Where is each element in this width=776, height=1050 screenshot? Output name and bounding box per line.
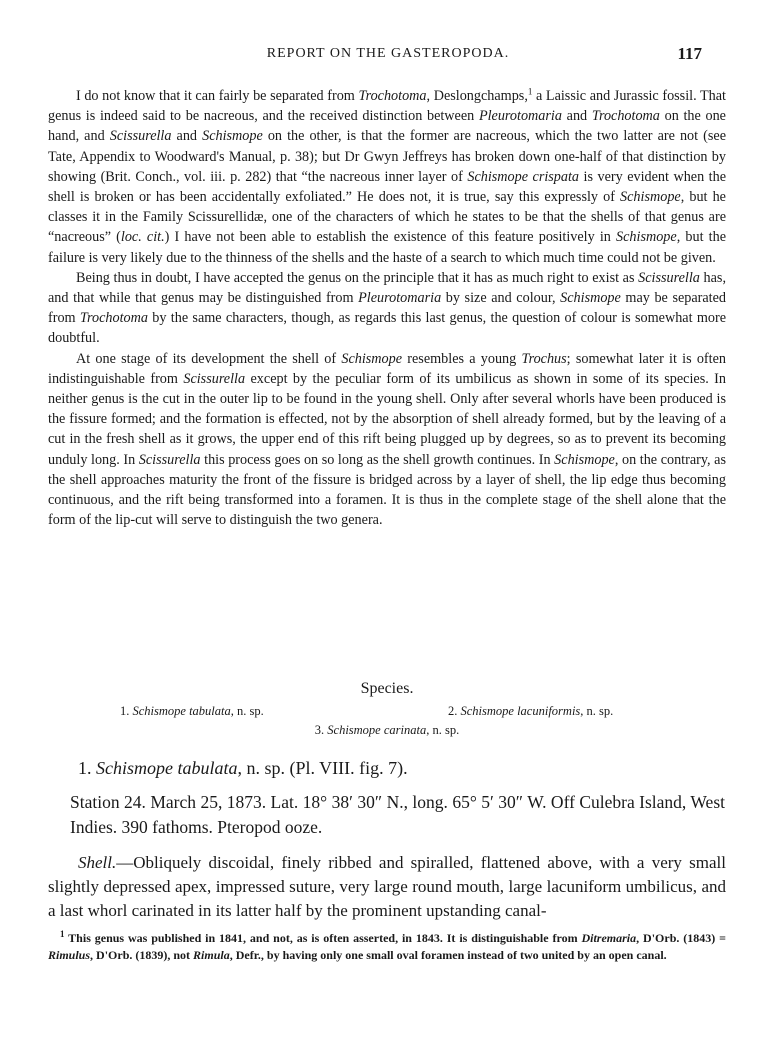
- text-run: ; somewhat later it is often indistinguishable from: [48, 350, 726, 387]
- italic-run: Trochotoma: [358, 88, 427, 104]
- page-number: 117: [677, 44, 702, 63]
- italic-run: Schismope: [554, 451, 615, 468]
- text-run: , on the contrary, as the shell approaches maturity the front of the fissure is bridged across by a layer of shell, the lip edge thus becoming continuous, and the rift being transformed into a foramen. It is thus in the complete stage of the shell alone that the form of the lip-cut will serve to distinguish the two genera.: [48, 451, 726, 529]
- paragraph-3: [48, 349, 726, 531]
- italic-run: Schismope: [341, 350, 403, 367]
- shell-description: [48, 851, 726, 923]
- text-run: , D'Orb. (1839), not: [90, 948, 194, 962]
- text-run: except by the peculiar form of its umbilicus as shown in some of its species. In neither genus is the cut in the outer lip to be found in the young shell. Only after several whorls have been produced is the fissure formed; and the formation is effected, not by the absorption of shell already formed, but by the leaving of a cut in the fresh shell as it grows, the upper end of this rift being plugged up by degrees, so as to prevent its becoming unduly long. In: [48, 370, 726, 468]
- text-run: This genus was published in 1841, and not, as is often asserted, in 1843. It is distinguishable from: [64, 931, 582, 945]
- text-run: , Deslongchamps,: [426, 88, 528, 104]
- italic-run: Trochotoma: [79, 310, 148, 327]
- text-run: is very evident when the shell is broken or has been accidentally exfoliated.” He does not, it is true, say this expressly of: [48, 168, 727, 206]
- body-text: [48, 86, 726, 530]
- text-run: and: [561, 108, 592, 125]
- italic-run: Rimula: [193, 948, 230, 962]
- running-head: [0, 46, 776, 68]
- italic-run: Schismope: [202, 128, 263, 145]
- text-run: and: [171, 128, 203, 145]
- text-run: a Laissic and Jurassic fossil. That genus is indeed said to be nacreous, and the received distinction between: [48, 88, 726, 125]
- entry-title-rest: , n. sp. (Pl. VIII. fig. 7).: [237, 758, 408, 778]
- italic-run: Ditremaria: [581, 931, 637, 945]
- species-list-item: [120, 704, 264, 719]
- running-title: REPORT ON THE GASTEROPODA.: [266, 46, 510, 61]
- station-record: [70, 790, 725, 840]
- italic-run: Scissurella: [183, 370, 246, 387]
- text-run: , D'Orb. (1843) =: [636, 931, 726, 945]
- text-run: on the other, is that the former are nacreous, which the two latter are not (see Tate, Appendix to Woodward's Manual, p. 38); but Dr Gwyn Jeffreys has broken down one-half of that distinction by showing (Brit. Conch., vol. iii. p. 282) that “the nacreous inner layer of: [48, 128, 726, 185]
- text-run: I do not know that it can fairly be separated from: [76, 88, 359, 104]
- italic-run: Scissurella: [109, 128, 172, 145]
- italic-run: Schismope: [560, 290, 621, 307]
- species-heading: Species.: [360, 680, 414, 697]
- text-run: may be separated from: [48, 290, 727, 327]
- text-run: , Defr., by having only one small oval foramen instead of two united by an open canal.: [229, 948, 667, 962]
- description-label: Shell.: [78, 853, 117, 872]
- entry-number: 1.: [78, 758, 92, 778]
- italic-run: Trochotoma: [591, 108, 660, 125]
- text-run: this process goes on so long as the shell growth continues. In: [200, 451, 555, 468]
- species-suffix: , n. sp.: [580, 704, 614, 718]
- text-run: , but the failure is very likely due to the thinness of the shells and the haste of a search to which much time could not be given.: [48, 229, 726, 266]
- italic-run: Schismope crispata: [467, 168, 580, 185]
- italic-run: Pleurotomaria: [478, 108, 562, 125]
- italic-run: Scissurella: [138, 451, 201, 468]
- text-run: At one stage of its development the shell of: [76, 350, 342, 367]
- description-text: —Obliquely discoidal, finely ribbed and spiralled, flattened above, with a very small slightly depressed apex, impressed suture, very large round mouth, large lacuniform umbilicus, and a last whorl carinated in its latter half by the prominent upstanding canal-: [48, 853, 726, 920]
- species-entry-title: [78, 758, 408, 779]
- species-list-item: [448, 704, 613, 719]
- text-run: by size and colour,: [441, 290, 561, 307]
- species-list: [48, 704, 726, 744]
- species-name: Schismope carinata: [327, 723, 427, 737]
- station-text: Station 24. March 25, 1873. Lat. 18° 38′ 30″ N., long. 65° 5′ 30″ W. Off Culebra Island, West Indies. 390 fathoms. Pteropod ooze.: [70, 792, 725, 837]
- species-suffix: , n. sp.: [230, 704, 264, 718]
- text-run: Being thus in doubt, I have accepted the genus on the principle that it has as much right to exist as: [76, 269, 639, 286]
- species-number: 1.: [120, 704, 130, 718]
- italic-run: Trochus: [521, 350, 567, 367]
- entry-species-name: Schismope tabulata: [96, 758, 238, 778]
- italic-run: Rimulus: [48, 948, 91, 962]
- species-section: [48, 680, 726, 744]
- text-run: has, and that while that genus may be distinguished from: [48, 269, 726, 307]
- italic-run: Scissurella: [638, 269, 700, 286]
- text-run: by the same characters, though, as regards this last genus, the question of colour is somewhat more doubtful.: [48, 310, 726, 347]
- paragraph-1: [48, 86, 726, 268]
- italic-run: loc. cit.: [120, 229, 165, 246]
- species-name: Schismope tabulata: [132, 704, 231, 718]
- text-run: on the one hand, and: [48, 108, 726, 145]
- species-list-item: [48, 723, 726, 738]
- text-run: resembles a young: [402, 350, 522, 367]
- footnote-number: 1: [60, 929, 65, 939]
- text-run: ) I have not been able to establish the existence of this feature positively in: [164, 229, 617, 246]
- species-number: 2.: [448, 704, 458, 718]
- text-run: , but he classes it in the Family Scissurellidæ, one of the characters of which he states to be that the shells of that genus are “nacreous” (: [48, 189, 726, 246]
- footnote: [48, 930, 726, 964]
- species-name: Schismope lacuniformis: [460, 704, 581, 718]
- italic-run: Schismope: [620, 189, 681, 206]
- italic-run: Pleurotomaria: [358, 290, 442, 307]
- species-suffix: , n. sp.: [426, 723, 460, 737]
- species-number: 3.: [314, 723, 325, 737]
- footnote-ref: 1: [527, 86, 533, 97]
- paragraph-2: [48, 268, 726, 349]
- italic-run: Schismope: [616, 229, 677, 246]
